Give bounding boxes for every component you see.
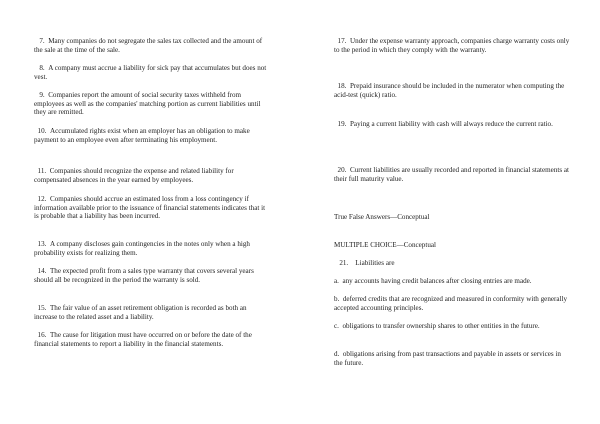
statement-text: Accumulated rights exist when an employer has an obligation to make payment to an employee even after terminating his employment. xyxy=(34,127,250,144)
statement-14 xyxy=(34,267,270,284)
option-text: obligations arising from past transactions and payable in assets or services in the future. xyxy=(334,350,561,367)
statement-11 xyxy=(34,167,270,184)
statement-number: 10. xyxy=(37,127,47,135)
option-letter: c. xyxy=(334,322,339,330)
answers-heading: True False Answers—Conceptual xyxy=(334,213,430,221)
statement-10 xyxy=(34,127,270,144)
statement-number: 12. xyxy=(37,195,47,203)
statement-number: 20. xyxy=(337,166,347,174)
statement-text: Many companies do not segregate the sales tax collected and the amount of the sale at the time of the sale. xyxy=(34,37,263,54)
option-a xyxy=(334,277,570,286)
statement-text: The fair value of an asset retirement obligation is recorded as both an increase to the related asset and a liability. xyxy=(34,304,247,321)
statement-text: The cause for litigation must have occurred on or before the date of the financial statements to report a liability in the financial statements. xyxy=(34,331,252,348)
statement-20 xyxy=(334,166,570,183)
statement-number: 19. xyxy=(337,120,347,128)
option-c xyxy=(334,322,570,331)
statement-number: 7. xyxy=(39,37,45,45)
option-text: deferred credits that are recognized and measured in conformity with generally accepted accounting principles. xyxy=(334,295,568,312)
statement-text: A company discloses gain contingencies in the notes only when a high probability exists for realizing them. xyxy=(34,240,250,257)
statement-number: 16. xyxy=(37,331,47,339)
statement-number: 14. xyxy=(37,267,47,275)
statement-text: Companies report the amount of social security taxes withheld from employees as well as the companies' matching portion as current liabilities until they are remitted. xyxy=(34,91,261,117)
option-letter: d. xyxy=(334,350,340,358)
statement-text: Companies should accrue an estimated loss from a loss contingency if information available prior to the issuance of financial statements indicates that it is probable that a liability has been incurred. xyxy=(34,195,266,221)
statement-17 xyxy=(334,37,570,54)
statement-number: 18. xyxy=(337,82,347,90)
mc-heading: MULTIPLE CHOICE—Conceptual xyxy=(334,241,436,249)
option-b xyxy=(334,295,570,312)
option-letter: a. xyxy=(334,277,339,285)
statement-8 xyxy=(34,64,270,81)
statement-number: 15. xyxy=(37,304,47,312)
statement-number: 11. xyxy=(37,167,47,175)
option-d xyxy=(334,350,570,367)
statement-13 xyxy=(34,240,270,257)
statement-9 xyxy=(34,91,270,117)
statement-text: Current liabilities are usually recorded and reported in financial statements at their full maturity value. xyxy=(334,166,570,183)
statement-text: Companies should recognize the expense and related liability for compensated absences in the year earned by employees. xyxy=(34,167,234,184)
question-number: 21. xyxy=(339,259,349,267)
statement-text: A company must accrue a liability for sick pay that accumulates but does not vest. xyxy=(34,64,267,81)
statement-number: 17. xyxy=(337,37,347,45)
statement-16 xyxy=(34,331,270,348)
statement-19 xyxy=(334,120,570,129)
statement-18 xyxy=(334,82,570,99)
statement-text: Under the expense warranty approach, companies charge warranty costs only to the period in which they comply with the warranty. xyxy=(334,37,570,54)
statement-number: 9. xyxy=(39,91,45,99)
statement-15 xyxy=(34,304,270,321)
statement-text: Prepaid insurance should be included in the numerator when computing the acid-test (quick) ratio. xyxy=(334,82,565,99)
statement-number: 8. xyxy=(39,64,45,72)
statement-12 xyxy=(34,195,270,221)
statement-number: 13. xyxy=(37,240,47,248)
option-text: any accounts having credit balances after closing entries are made. xyxy=(342,277,532,285)
statement-7 xyxy=(34,37,270,54)
statement-text: The expected profit from a sales type warranty that covers several years should all be recognized in the period the warranty is sold. xyxy=(34,267,254,284)
question-text: Liabilities are xyxy=(355,259,395,267)
statement-text: Paying a current liability with cash will always reduce the current ratio. xyxy=(349,120,553,128)
option-letter: b. xyxy=(334,295,340,303)
question-21 xyxy=(334,259,570,268)
option-text: obligations to transfer ownership shares to other entities in the future. xyxy=(342,322,540,330)
